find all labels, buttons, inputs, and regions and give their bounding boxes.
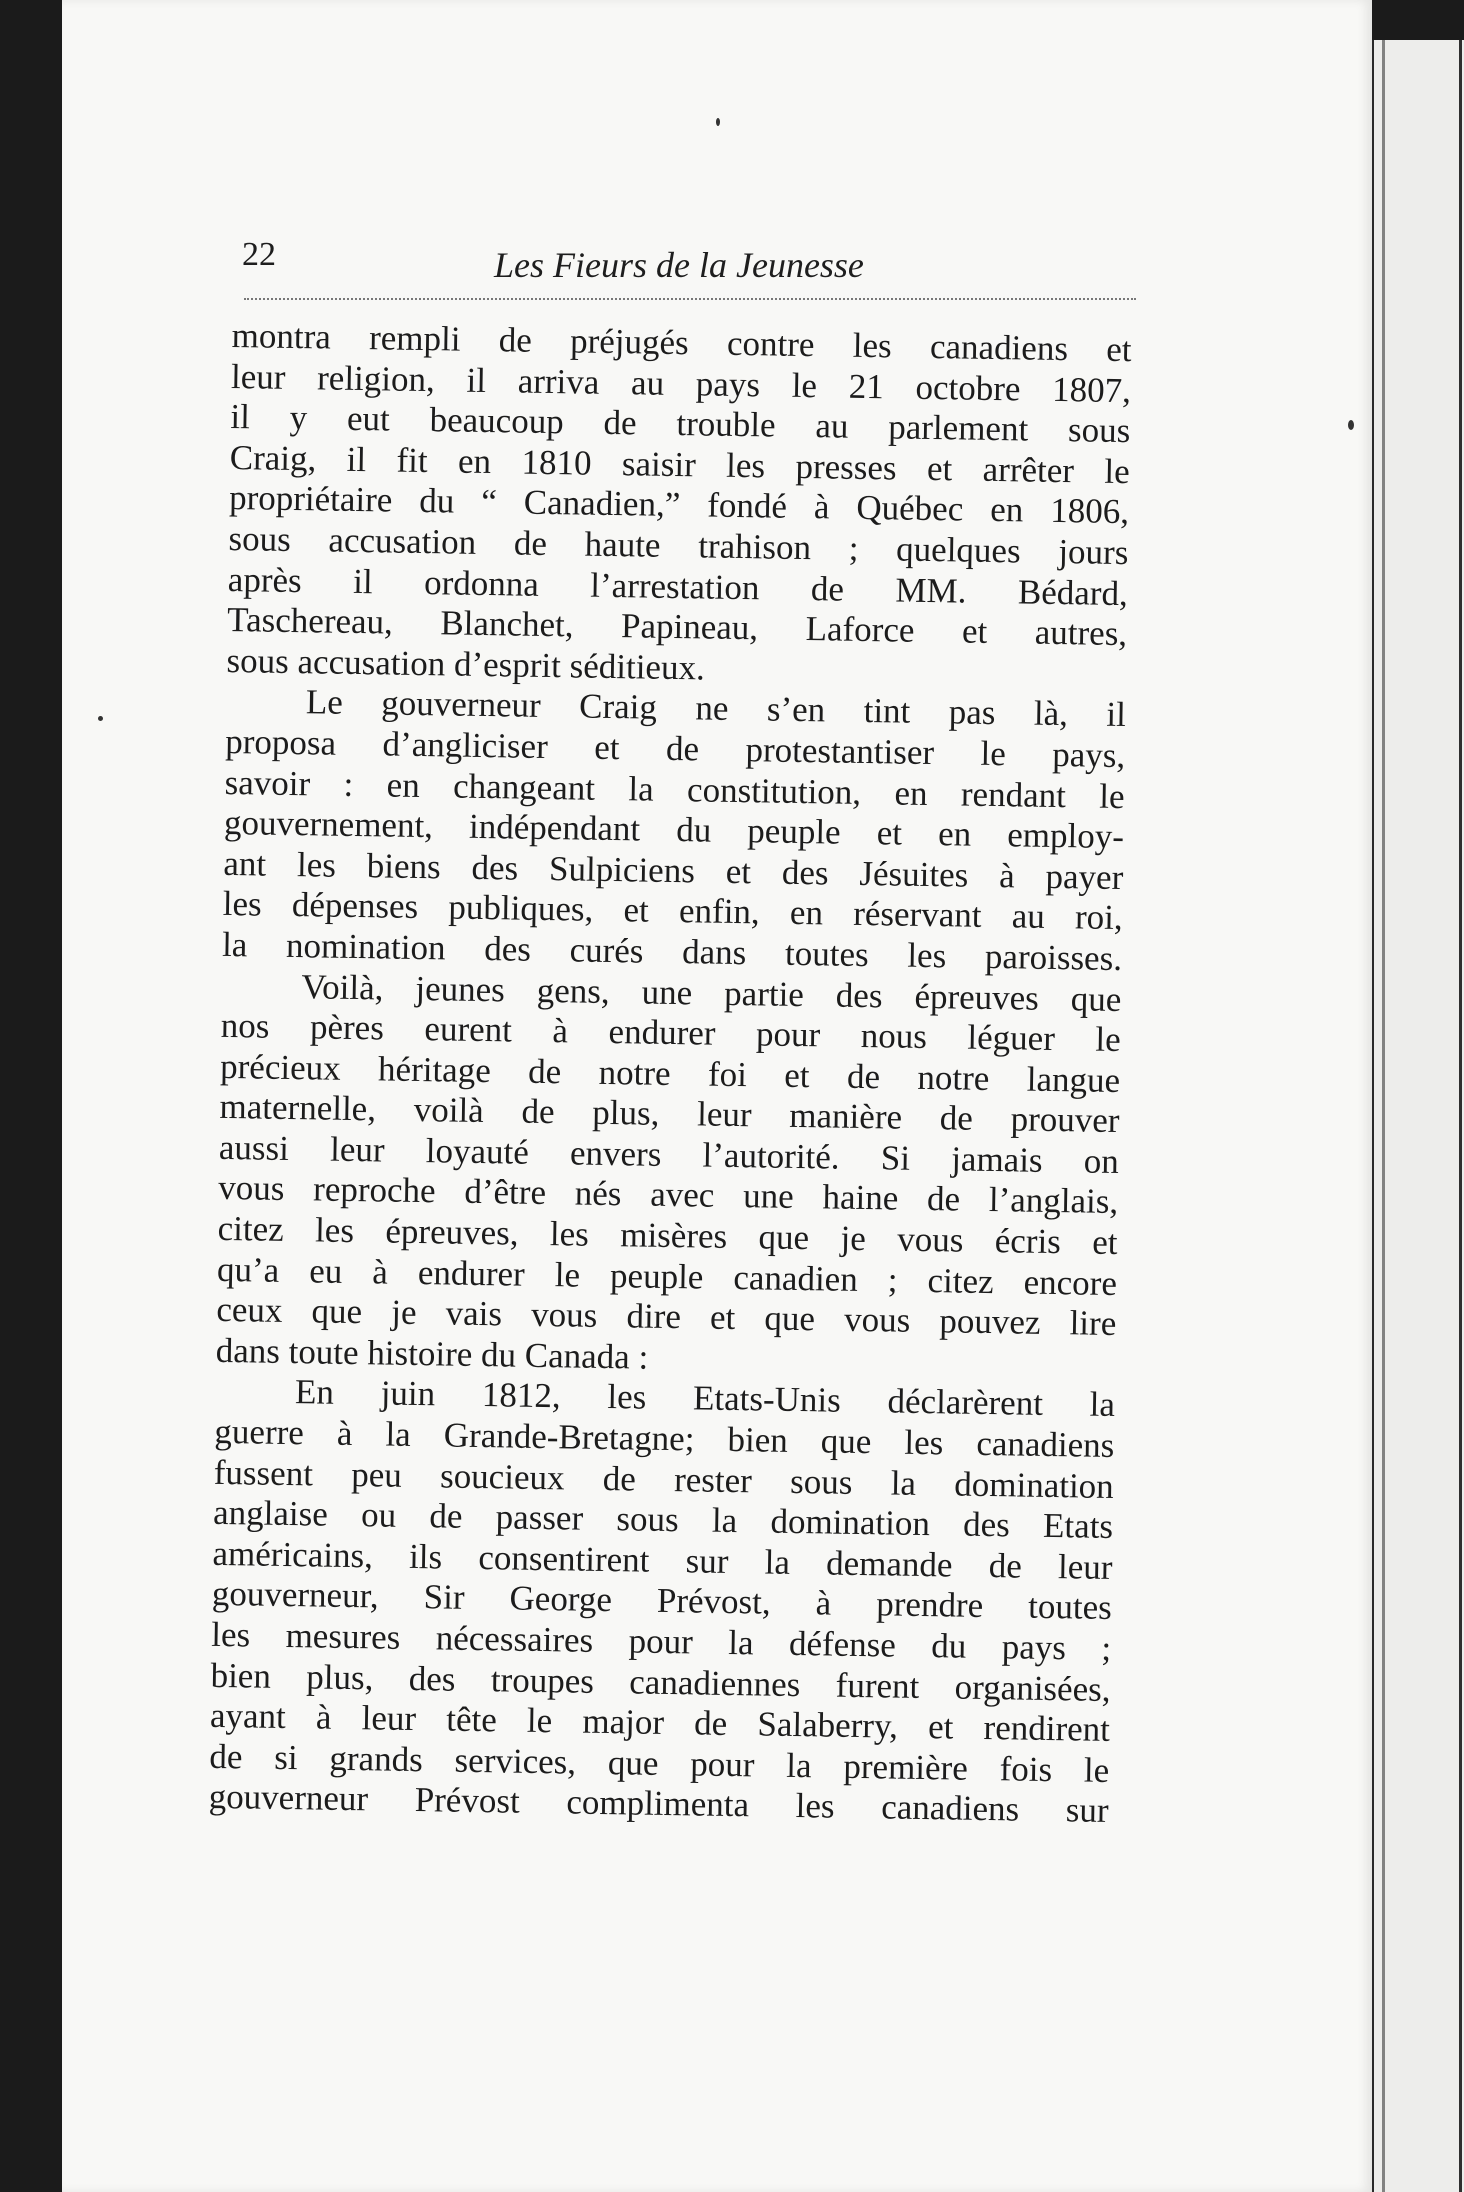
text-line: bien plus, des troupes canadiennes furent organisées, <box>210 1655 1111 1709</box>
header-dotted-rule <box>244 298 1136 300</box>
text-line: guerre à la Grande-Bretagne; bien que les canadiens <box>214 1411 1115 1466</box>
text-line: maternelle, voilà de plus, leur manière de prouver <box>219 1087 1120 1141</box>
text-line: ceux que je vais vous dire et que vous pouvez lire <box>216 1290 1117 1344</box>
text-line: qu’a eu à endurer le peuple canadien ; citez encore <box>216 1249 1118 1303</box>
text-line: ant les biens des Sulpiciens et des Jésuites à payer <box>223 843 1124 897</box>
text-line: aussi leur loyauté envers l’autorité. Si jamais on <box>218 1127 1120 1181</box>
ink-speck <box>98 716 103 721</box>
text-line: Voilà, jeunes gens, une partie des épreuves que <box>301 966 1122 1019</box>
text-line: précieux héritage de notre foi et de notre langue <box>219 1046 1121 1100</box>
text-line: fussent peu soucieux de rester sous la domination <box>213 1452 1115 1506</box>
adjacent-page-edge <box>1372 40 1464 2192</box>
text-line: leur religion, il arriva au pays le 21 octobre 1807, <box>230 356 1132 410</box>
text-line: citez les épreuves, les misères que je vous écris et <box>217 1208 1118 1263</box>
text-line: la nomination des curés dans toutes les paroisses. <box>221 924 1123 978</box>
page-fold-line <box>1382 40 1385 2192</box>
text-line: il y eut beaucoup de trouble au parlement sous <box>230 397 1131 451</box>
ink-speck <box>1348 420 1354 430</box>
body-text <box>208 316 1131 1832</box>
text-line: les mesures nécessaires pour la défense du pays ; <box>210 1614 1112 1668</box>
text-line: proposa d’angliciser et de protestantiser le pays, <box>225 721 1126 776</box>
text-line: En juin 1812, les Etats-Unis déclarèrent la <box>294 1372 1116 1425</box>
text-line: montra rempli de préjugés contre les canadiens et <box>231 316 1132 370</box>
running-title: Les Fieurs de la Jeunesse <box>494 245 864 285</box>
text-line: après il ordonna l’arrestation de MM. Bédard, <box>227 559 1129 613</box>
text-line: sous accusation de haute trahison ; quelques jours <box>228 518 1129 573</box>
text-line: Craig, il fit en 1810 saisir les presses et arrêter le <box>229 437 1130 491</box>
text-line: dans toute histoire du Canada : <box>215 1330 649 1377</box>
text-line: propriétaire du “ Canadien,” fondé à Québec en 1806, <box>228 478 1130 532</box>
text-line: gouverneur Prévost complimenta les canadiens sur <box>208 1777 1109 1831</box>
text-line: Le gouverneur Craig ne s’en tint pas là, il <box>305 682 1127 735</box>
text-line: américains, ils consentirent sur la demande de leur <box>212 1533 1113 1587</box>
text-line: vous reproche d’être nés avec une haine de l’anglais, <box>217 1168 1119 1222</box>
text-line: Taschereau, Blanchet, Papineau, Laforce et autres, <box>226 600 1128 654</box>
ink-speck <box>716 118 720 126</box>
text-line: savoir : en changeant la constitution, en rendant le <box>224 762 1125 816</box>
text-line: ayant à leur tête le major de Salaberry, et rendirent <box>209 1696 1111 1750</box>
page-edge-bar <box>1459 40 1462 2192</box>
text-line: gouverneur, Sir George Prévost, à prendre toutes <box>211 1574 1113 1628</box>
text-line: nos pères eurent à endurer pour nous léguer le <box>220 1006 1122 1060</box>
text-line: de si grands services, que pour la première fois le <box>209 1736 1110 1790</box>
text-line: gouvernement, indépendant du peuple et en employ- <box>223 803 1125 857</box>
page-number: 22 <box>242 236 276 273</box>
page-header <box>238 232 1138 292</box>
text-line: sous accusation d’esprit séditieux. <box>226 640 706 688</box>
text-line: les dépenses publiques, et enfin, en réservant au roi, <box>222 884 1123 938</box>
text-line: anglaise ou de passer sous la domination des Etats <box>212 1493 1114 1547</box>
